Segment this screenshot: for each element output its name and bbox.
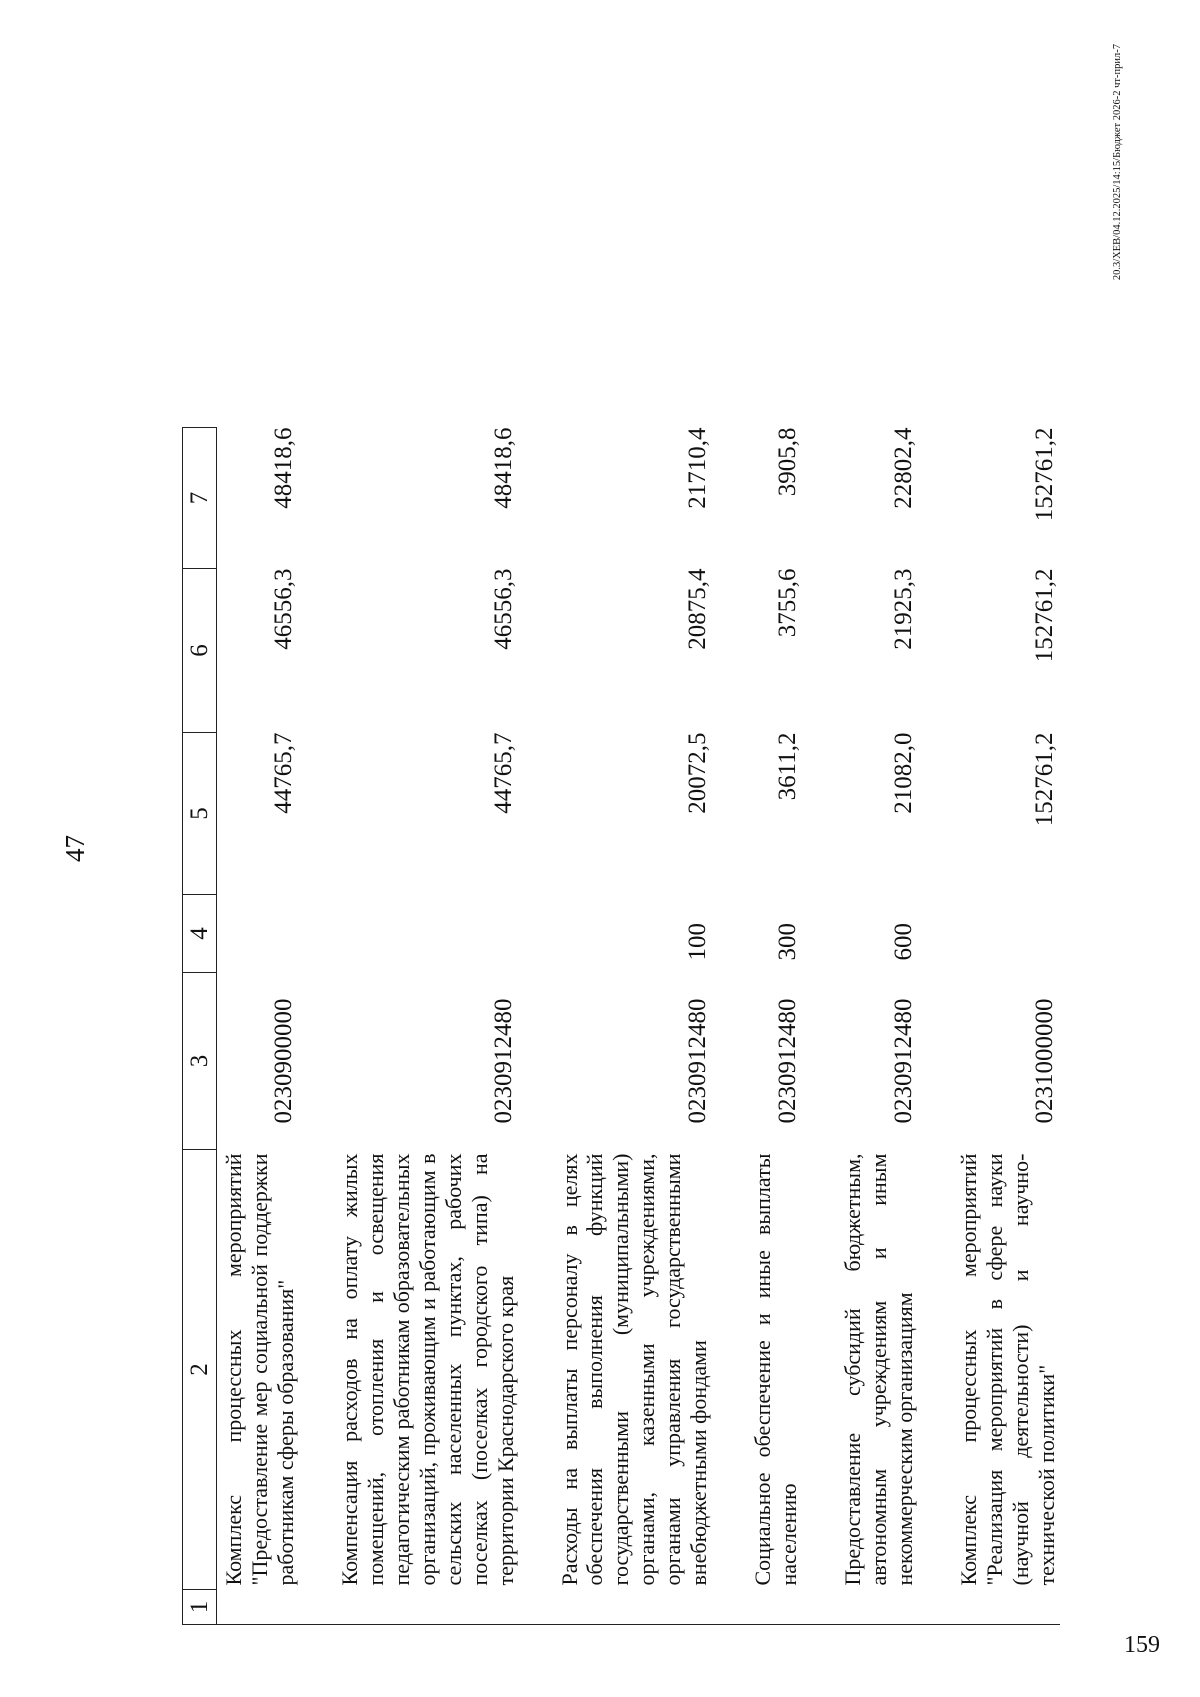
row-value-6: 3755,6: [773, 568, 801, 638]
row-value-5: 3611,2: [773, 732, 801, 801]
row-value-7: 48418,6: [270, 427, 298, 509]
budget-table: [182, 427, 1060, 1625]
table-row: [299, 428, 519, 1625]
row-csr: 0230912480: [683, 998, 711, 1124]
col-header-3: 3: [183, 973, 217, 1150]
row-vr: [217, 895, 299, 973]
row-value-6: 46556,3: [490, 568, 518, 650]
table-row: [519, 428, 713, 1625]
row-vr: [299, 895, 519, 973]
row-value-7: 48418,6: [490, 427, 518, 509]
row-vr: 100: [683, 923, 711, 961]
row-value-5: 152761,2: [1031, 732, 1059, 827]
col-header-5: 5: [183, 733, 217, 895]
sheet-number: 159: [1124, 1632, 1160, 1658]
col-header-2: 2: [183, 1150, 217, 1590]
row-name: Комплекс процессных мероприятий "Предоставление мер социальной поддержки работникам сферы образования": [221, 1153, 298, 1586]
table-row: [918, 428, 1060, 1625]
row-value-5: 44765,7: [270, 732, 298, 814]
row-name: Компенсация расходов на оплату жилых помещений, отопления и освещения педагогическим работникам образовательных организаций, проживающим и работающим в сельских населенных пунктах, рабочих поселках (поселках городского типа) на территории Краснодарского края: [336, 1153, 518, 1586]
row-value-5: 20072,5: [683, 732, 711, 814]
footer-stamp: 20.3/ХЕВ/04.12.2025/14:15/Бюджет 2026-2 чт-прил-7: [1112, 44, 1123, 281]
row-name: Предоставление субсидий бюджетным, автономным учреждениям и иным некоммерческим организациям: [840, 1153, 918, 1586]
header-row: [183, 428, 217, 1625]
col-header-6: 6: [183, 569, 217, 733]
row-value-6: 152761,2: [1031, 568, 1059, 663]
row-value-6: 46556,3: [270, 568, 298, 650]
page-number: 47: [60, 835, 90, 862]
row-csr: 0231000000: [1031, 998, 1059, 1124]
row-csr: 0230900000: [270, 998, 298, 1124]
row-name: Расходы на выплаты персоналу в целях обеспечения выполнения функций государственными (муниципальными) органами, казенными учреждениями, органами управления государственными внебюджетными фондами: [556, 1153, 712, 1586]
col-header-1: 1: [183, 1590, 217, 1625]
row-csr: 0230912480: [490, 998, 518, 1124]
row-value-7: 22802,4: [889, 427, 917, 509]
row-value-5: 44765,7: [490, 732, 518, 814]
row-value-7: 152761,2: [1031, 427, 1059, 522]
row-vr: 300: [773, 923, 801, 961]
row-csr: 0230912480: [773, 998, 801, 1124]
row-name: Социальное обеспечение и иные выплаты населению: [750, 1153, 802, 1586]
row-vr: [918, 895, 1060, 973]
col-header-7: 7: [183, 428, 217, 569]
table-row: [217, 428, 299, 1625]
row-value-7: 3905,8: [773, 427, 801, 497]
table-row: [712, 428, 802, 1625]
row-value-6: 20875,4: [683, 568, 711, 650]
table-row: [802, 428, 918, 1625]
row-vr: 600: [889, 923, 917, 961]
row-value-6: 21925,3: [889, 568, 917, 650]
row-value-5: 21082,0: [889, 732, 917, 814]
row-csr: 0230912480: [889, 998, 917, 1124]
col-header-4: 4: [183, 895, 217, 973]
row-value-7: 21710,4: [683, 427, 711, 509]
row-name: Комплекс процессных мероприятий "Реализация мероприятий в сфере науки (научной деятельности) и научно-технической политики": [956, 1153, 1059, 1586]
